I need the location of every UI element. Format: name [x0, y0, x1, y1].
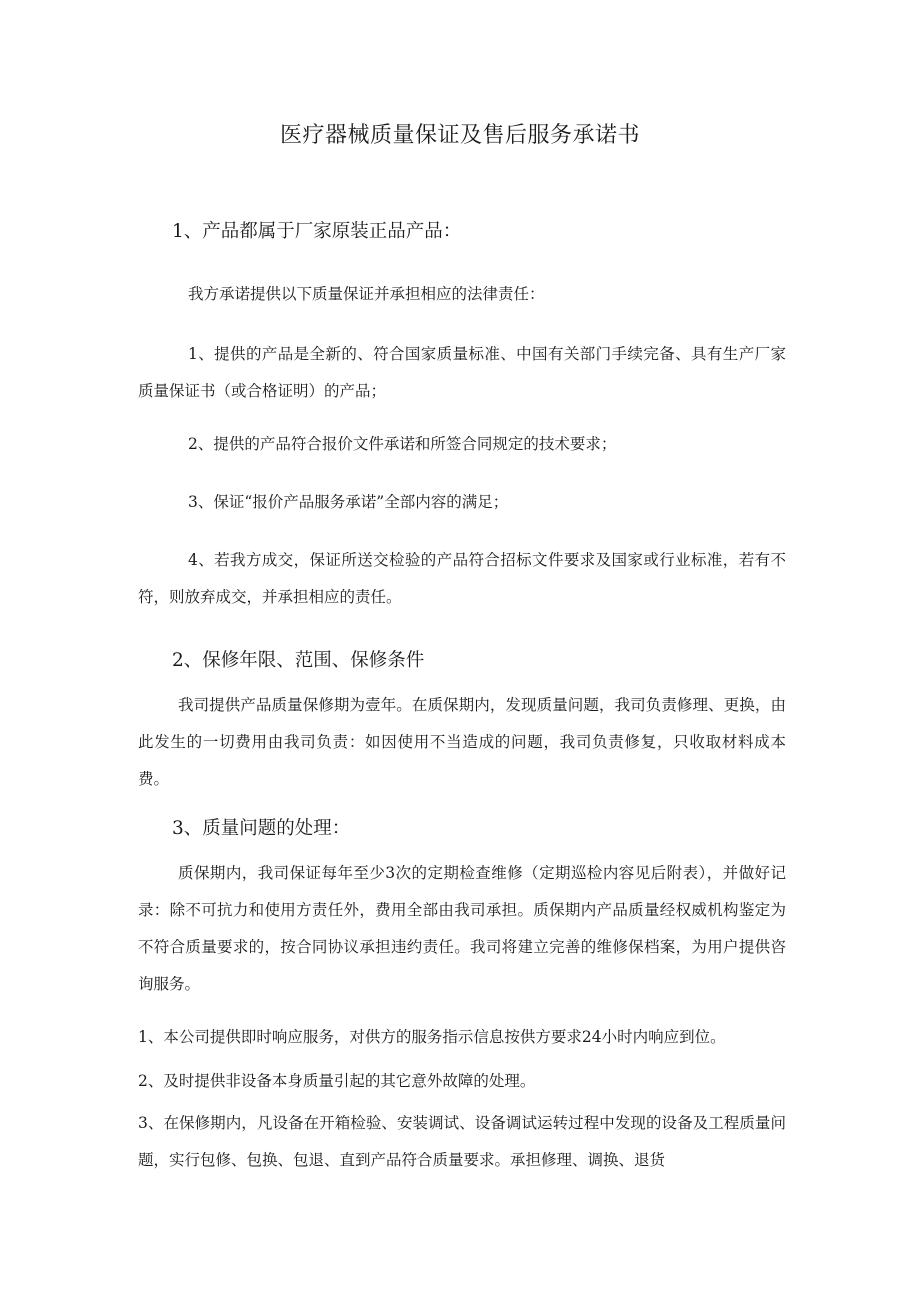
- section-1-item-2: 2、提供的产品符合报价文件承诺和所签合同规定的技术要求；: [188, 435, 617, 453]
- section-3-body: 质保期内，我司保证每年至少3次的定期检查维修（定期巡检内容见后附表），并做好记录：除不可抗力和使用方责任外，费用全部由我司承担。质保期内产品质量经权威机构鉴定为不符合质量要求的，按合同协议承担违约责任。我司将建立完善的维修保档案，为用户提供咨询服务。: [138, 864, 786, 993]
- section-3-item-1: 1、本公司提供即时响应服务，对供方的服务指示信息按供方要求24小时内响应到位。: [138, 1028, 726, 1046]
- section-3-item-2: 2、及时提供非设备本身质量引起的其它意外故障的处理。: [138, 1072, 536, 1090]
- section-1-intro: 我方承诺提供以下质量保证并承担相应的法律责任：: [188, 285, 545, 303]
- section-2-heading: 2、保修年限、范围、保修条件: [172, 650, 425, 671]
- section-1-item-4: 4、若我方成交，保证所送交检验的产品符合招标文件要求及国家或行业标准，若有不符，则放弃成交，并承担相应的责任。: [138, 551, 786, 606]
- section-1-item-1: 1、提供的产品是全新的、符合国家质量标准、中国有关部门手续完备、具有生产厂家质量保证书（或合格证明）的产品；: [138, 345, 786, 400]
- section-3-item-3: 3、在保修期内，凡设备在开箱检验、安装调试、设备调试运转过程中发现的设备及工程质量问题，实行包修、包换、包退、直到产品符合质量要求。承担修理、调换、退货: [138, 1114, 786, 1169]
- section-3-heading: 3、质量问题的处理：: [172, 818, 351, 839]
- section-1-heading: 1、产品都属于厂家原装正品产品：: [172, 221, 462, 242]
- section-1-item-3: 3、保证“报价产品服务承诺”全部内容的满足；: [188, 493, 509, 511]
- section-2-body: 我司提供产品质量保修期为壹年。在质保期内，发现质量问题，我司负责修理、更换，由此发生的一切费用由我司负责：如因使用不当造成的问题，我司负责修复，只收取材料成本费。: [138, 696, 786, 788]
- document-title: 医疗器械质量保证及售后服务承诺书: [279, 123, 640, 148]
